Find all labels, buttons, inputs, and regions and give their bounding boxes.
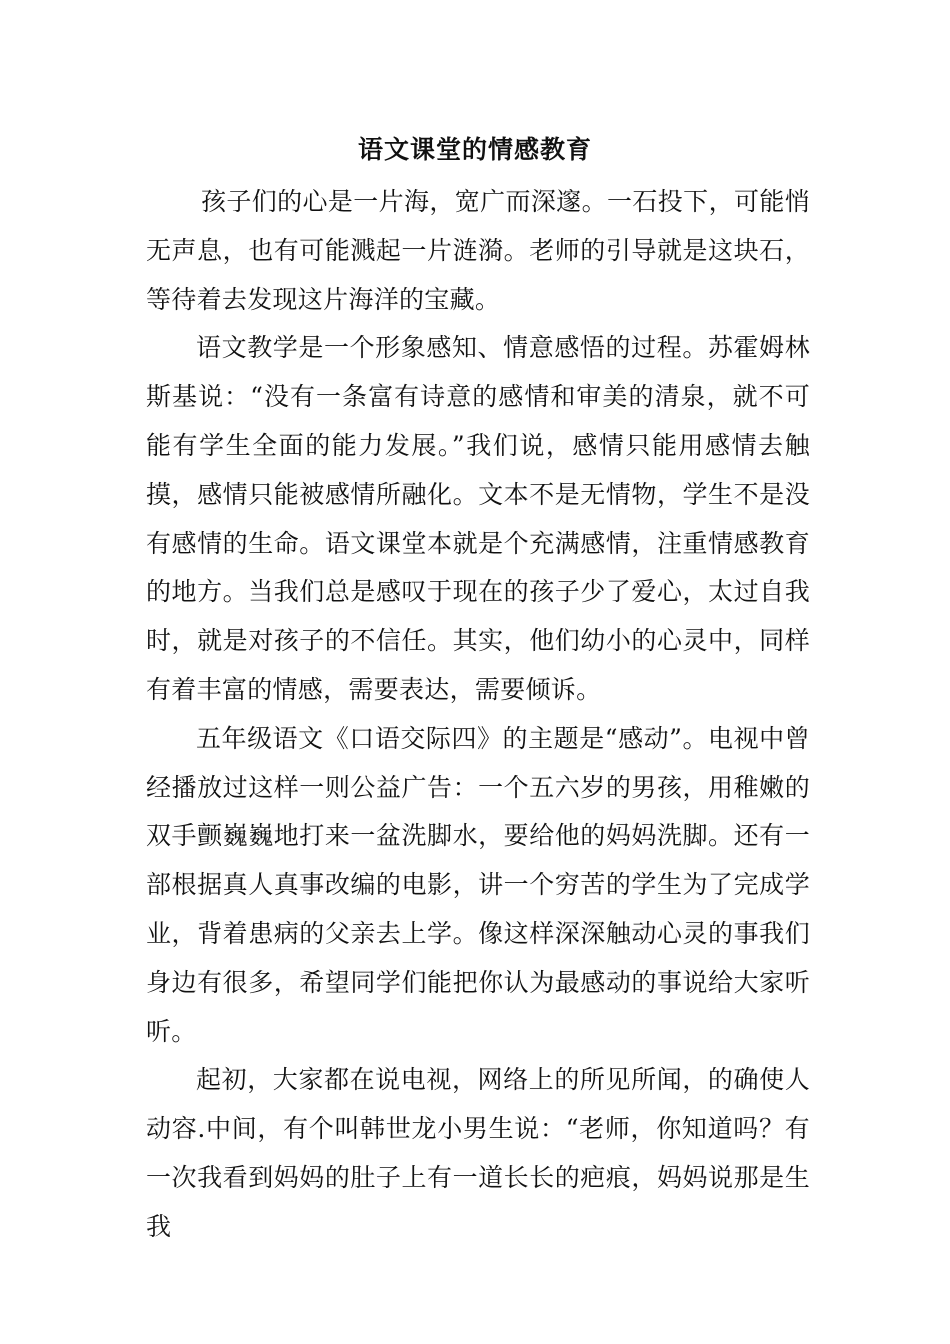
paragraph-3: 五年级语文《口语交际四》的主题是“感动”。电视中曾经播放过这样一则公益广告：一个五六岁的男孩，用稚嫩的双手颤巍巍地打来一盆洗脚水，要给他的妈妈洗脚。还有一部根据真人真事改编的电影，讲一个穷苦的学生为了完成学业，背着患病的父亲去上学。像这样深深触动心灵的事我们身边有很多，希望同学们能把你认为最感动的事说给大家听听。	[146, 723, 810, 1046]
document-title: 语文课堂的情感教育	[357, 135, 592, 164]
paragraph-1: 孩子们的心是一片海，宽广而深邃。一石投下，可能悄无声息，也有可能溅起一片涟漪。老师的引导就是这块石，等待着去发现这片海洋的宝藏。	[146, 187, 810, 314]
paragraph-4: 起初，大家都在说电视，网络上的所见所闻，的确使人动容.中间，有个叫韩世龙小男生说：“老师，你知道吗？有一次我看到妈妈的肚子上有一道长长的疤痕，妈妈说那是生我	[146, 1065, 810, 1241]
document-body	[146, 178, 810, 1252]
paragraph-2: 语文教学是一个形象感知、情意感悟的过程。苏霍姆林斯基说：“没有一条富有诗意的感情和审美的清泉，就不可能有学生全面的能力发展。”我们说，感情只能用感情去触摸，感情只能被感情所融化。文本不是无情物，学生不是没有感情的生命。语文课堂本就是个充满感情，注重情感教育的地方。当我们总是感叹于现在的孩子少了爱心，太过自我时，就是对孩子的不信任。其实，他们幼小的心灵中，同样有着丰富的情感，需要表达，需要倾诉。	[146, 333, 810, 704]
